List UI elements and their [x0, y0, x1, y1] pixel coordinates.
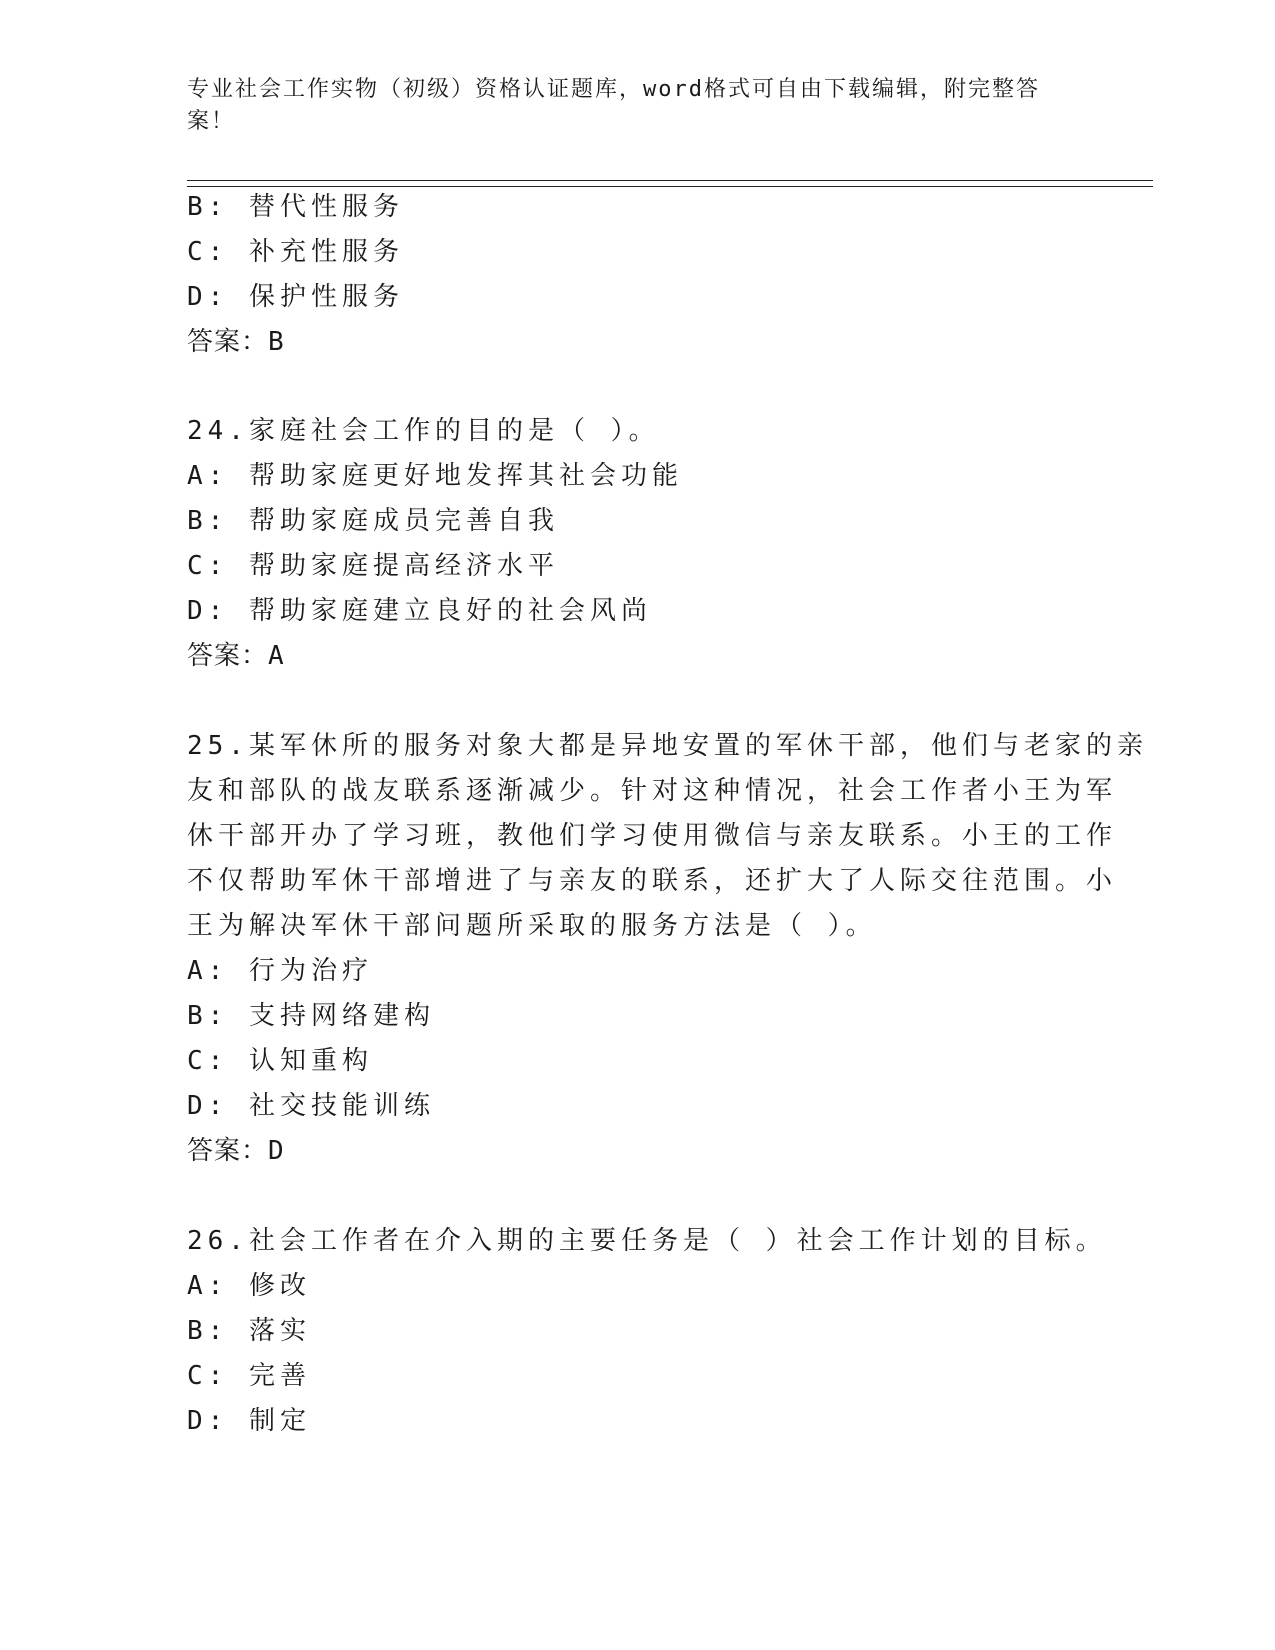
document-header: 专业社会工作实物（初级）资格认证题库，word格式可自由下载编辑，附完整答案！ [187, 77, 1040, 134]
q23-option-b: B: 替代性服务 [187, 192, 404, 222]
q25-option-a: A: 行为治疗 [187, 956, 373, 986]
q24-option-d: D: 帮助家庭建立良好的社会风尚 [187, 596, 652, 626]
q25-option-b: B: 支持网络建构 [187, 1001, 435, 1031]
q23-option-c: C: 补充性服务 [187, 237, 404, 267]
q25-stem-line-3: 休干部开办了学习班，教他们学习使用微信与亲友联系。小王的工作 [187, 821, 1118, 851]
q23-answer: 答案：B [187, 327, 285, 357]
header-rule-bottom [187, 186, 1153, 187]
q26-option-c: C: 完善 [187, 1361, 311, 1391]
q24-stem: 24.家庭社会工作的目的是（ ）。 [187, 416, 660, 446]
q26-option-d: D: 制定 [187, 1406, 311, 1436]
q25-option-d: D: 社交技能训练 [187, 1091, 435, 1121]
q24-option-c: C: 帮助家庭提高经济水平 [187, 551, 559, 581]
q26-option-a: A: 修改 [187, 1271, 311, 1301]
q24-option-a: A: 帮助家庭更好地发挥其社会功能 [187, 461, 683, 491]
q25-stem-line-5: 王为解决军休干部问题所采取的服务方法是（ ）。 [187, 911, 877, 941]
q25-stem-line-4: 不仅帮助军休干部增进了与亲友的联系，还扩大了人际交往范围。小 [187, 866, 1118, 896]
header-rule-top [187, 180, 1153, 181]
q25-stem-line-1: 25.某军休所的服务对象大都是异地安置的军休干部，他们与老家的亲 [187, 731, 1148, 761]
q26-option-b: B: 落实 [187, 1316, 311, 1346]
q25-option-c: C: 认知重构 [187, 1046, 373, 1076]
q25-stem-line-2: 友和部队的战友联系逐渐减少。针对这种情况，社会工作者小王为军 [187, 776, 1118, 806]
q25-answer: 答案：D [187, 1136, 285, 1166]
q24-answer: 答案：A [187, 641, 285, 671]
q26-stem: 26.社会工作者在介入期的主要任务是（ ）社会工作计划的目标。 [187, 1226, 1107, 1256]
q24-option-b: B: 帮助家庭成员完善自我 [187, 506, 559, 536]
q23-option-d: D: 保护性服务 [187, 282, 404, 312]
